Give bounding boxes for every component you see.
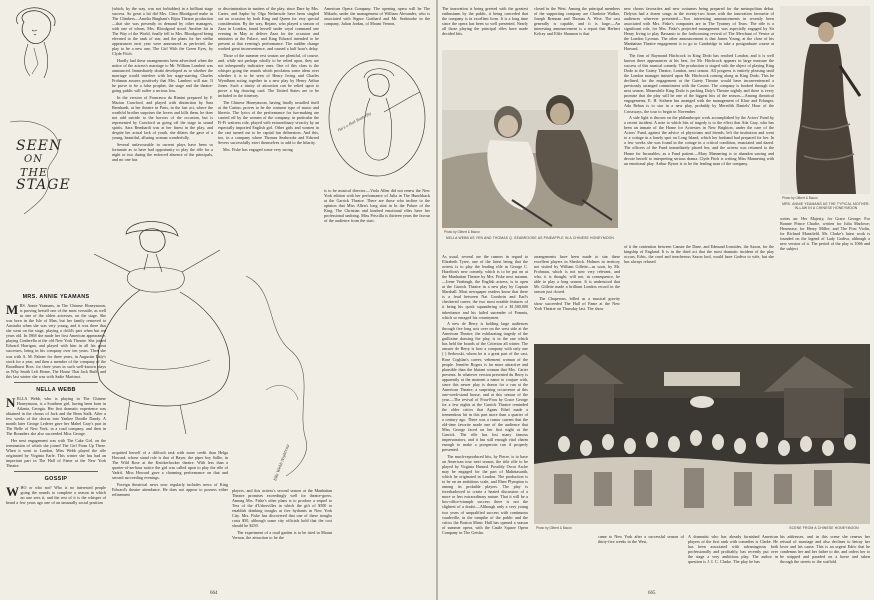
paragraph: American Opera Company. The opening opera will be The Mikado, under the management of William Alexander, who is associated with Signor Gotthard and Mr. Seabrooke in the company. Julian Jordan, of Mount Vernon, (324, 6, 430, 27)
article-col-4-bottom (232, 488, 332, 585)
sketch-flourish (236, 270, 326, 480)
caption-scene: SCENE FROM A CHINESE HONEYMOON (789, 526, 859, 530)
paragraph: acquitted herself of a difficult task with more credit than Helga Howard, whose stand role is that of Bayer, the piper boy Sallie, in The Wild Rose at the Knickerbocker theatre. With less than a quarter-of-an-hour notice the girl was called upon to play the rôle of Vadrif. Miss Howard gave a charming performance on that and second succeeding evenings. (112, 450, 228, 481)
paragraph: The Chinese Honeymoon, having finally installed itself at the Casino, proves to be the costume type of music and libretto. The lyrics of the performance for fun-making are carried off by the women of the company, in particular the Fi-Fi waitress role, played with extraordinary vivacity by an especially imported English girl. Other girls and women in the cast turned out to be capital fun delineators. And this, too, in a company where Thomas Seabrooke and Edward Severs successfully exert themselves to add to the hilarity. (218, 100, 319, 146)
paragraph (6, 303, 106, 379)
page-number-right: 665 (648, 591, 656, 596)
paragraph: The innovation is being greeted with the greatest enthusiasm by the public, it being conceded that the company is in excellent form. It is a long time since the opera has been so well presented. Nearly all those playing the principal rôles have made decided hits. (442, 6, 528, 37)
divider (14, 471, 98, 472)
masthead-line2: ON (24, 154, 43, 165)
paragraph: In the version of Francesca da Rimini prepared by F. Marion Crawford, and played with distinction by Sara Bernhardt, at her theatre in Paris, in the last act, where the wrathful brother surprises the lovers and kills them, he does not add suicide to the horrors of the occasion, but is represented by Crawford as going off the stage in sound spirits. Sara Bernhardt was at her finest in the play, and despite her actual lack of youth, she dilates the gave of a young, beautiful, alluring woman wonderfully. (112, 94, 213, 141)
masthead-line4: STAGE (16, 177, 71, 193)
paragraph: Several unfavourable in current plays have been so fortunate as to have had opportunity to play the rôle for a night or two during the enforced absence of the principals, and no one has (112, 142, 213, 163)
paragraph: The much-reproduced hits, by Pierre, is to have an American tour next season, the title rôle to be played by Virginia Harned. Possibly Oscar Asche may be engaged for the part of Malintasanth, which he originated in London. The production is to be on an ambitious scale, and Eben Plympton is among its probable players. The play is foreshadowed to create a heated discussion of a more or less extraordinary nature. That it will be a box-office-triumph success there is not the slightest of a doubt.—Although only a very young two years of unqualified success with continuous vaudeville, in the turnpike of the public and the critics the Boston Music Hall has opened a season of summer opera, with the Castle Square Opera Company in The Geisha. (442, 454, 528, 535)
paragraph: is to be musical director.—Viola Allen did not renew the New York edition with her performance of Julia in The Hunchback at the Garrick Theatre. There are those who incline to the opinion that Miss Allen's long stint in In the Palace of the King, The Christian and kindred emotional rôles have her professional undoing. Miss Priscilla is thirteen years the favour of the audience from the start. (324, 188, 430, 224)
left-page (0, 0, 436, 600)
article-col-r4-bottom (780, 534, 870, 586)
paragraph: came to New York after a successful season of thirty-five weeks in the West, (598, 534, 684, 545)
paragraph: new chorus favourites and new costumes being prepared for the metropolitan debut. Delysia had a dozen songs in the twenty-two hours with the innovation favourite of audiences wherever presented.—Two interesting announcements in recently been associated with Mrs. Fiske's companies are in The Tyranny of Tears. The rôle is a significant role, for Mrs. Fiske's projected management was especially engaged by Sir Henry Irving to play Bassanio to the forthcoming revival of The Merchant of Venice at the London Lyceum. The other announcement is that James Young, at the close of his Manhattan Theatre engagement is to go to Cambridge to take a postgraduate course at Harvard. (624, 6, 774, 52)
paragraph: Mrs. Fiske has engaged some very strong (223, 147, 293, 153)
article-col-r3 (624, 6, 774, 242)
paragraph-text: HO or who not? Who is no interested people going the rounds to complete a season in which no one sees it, and the rest of it is the whisper of heard a few years ago one of an unusually social position (6, 485, 106, 506)
article-col-r3-bottom (688, 534, 778, 586)
article-col-3-bottom (112, 450, 228, 585)
photo-scene (534, 344, 870, 524)
paragraph: The firm of Raymond Hitchcock in King Dodo has reached London, and it is well known there appearances at his best, for Mr. Hitchcock appears in large measure the success of this musical comedy. The production is staged with the object of playing King Dodo at the Gaiety Theatre, London, next season. All progress is entirely pleasing until the London manager insisted upon Mr. Hitchcock coming along as King Dodo. This he declined, for the engagement at the Gaiety Theatre would have inconvenienced a previously arranged commitment with the Casino. The company is booked through for next season. Meanwhile King Dodo is packing Daly's Theatre nightly and there is every promise that the play will be one of the biggest hits of the season.—Among theatrical engagements, E. H. Sothern has arranged with the management of Klaw and Erlanger, Ada Rehan is to star in a new play, probably by Meredith Daniels' Hour of the Crossways, the tour to begin in November. (624, 53, 774, 114)
article-col-r3-mid (624, 244, 774, 334)
photo-pineapple (442, 50, 618, 228)
caption-pineapple: NELLA WEBB AS YEN AND THOMAS Q. SEABROOKE AS PINEAPPLE IN A CHINESE HONEYMOON (445, 236, 614, 240)
sketch-woman-head (4, 4, 64, 82)
heading-webb: NELLA WEBB (36, 386, 76, 393)
article-col-r1-bottom (442, 254, 528, 554)
paragraph: The experiment of a road garden is to be tried in Mount Vernon, the attraction to be the (232, 529, 332, 541)
paragraph: Her next engagement was with The Cake Girl, on the termination of which she joined The Girl From Up There. When it went to London, Miss Webb played the rôle originated by Virginia Earle. This winter she has had an important part in The Hall of Fame at the New York Theatre. (6, 437, 106, 468)
heading-yeamans: MRS. ANNIE YEAMANS (22, 294, 90, 300)
paragraph: A new de Berry is holding large audiences through five long acts over on the west side at the American Theatre, the exhilarating tragedy of the guillotine drawing the play, is in the one which has held the boards of the Criterion all winter. The answer de Berry is how a company with only one ( ) Sedowski, whom he is a great part of the cast, Rose Coghlan's career, vehement woman of the people. Jennifer Rogers is far more attractive and plausible than the blatant woman that Mrs. Carter presents. In whatever version presented du Berry is apparently at the moment a name to conjure with, since this newer play is drawn for a run at the American Theatre, a surprising occurrence at this one-week-stand house, and at this season of the year.—The revival of Frou-Frou by Grace George for a few nights at the Garrick Theatre reminded the older critics that Agnes Ethel made a tremendous hit in this part more than a quarter of a century ago. There was a rumor current that the old-time favorite made one of the audience that Miss George faced on her first night at the Garrick. The rôle has lost many famous impersonators, and it has still enough vital charm enough to make a prosperous run if properly presented. (442, 321, 528, 453)
article-col-r2-bottom (598, 534, 684, 586)
paragraph: of it the contention between Canute the Dane, and Edmund Ironsides, the Saxon, for the kingship of England. It is in the third act that the most dramatic incident of the play occurs, Edric, the cruel and treacherous Saxon lord, would have Godiva to wife, but she has always refused (624, 244, 774, 265)
paragraph: arrangements have been made to star these excellent players in Sherlock. Holmes in territory not visited by William Gillette—as soon, by Mr. Frohman, which is not now very relevant, and who, it is thought, will not, in consequence, be able to play a long season. It is understood that Mr. Gillette made a brilliant London record in the season just closed. (534, 254, 620, 295)
paragraph: writes an: Her Majesty, for Grace George; For Bonnie Prince Charlie, written for Julia Marlowe; Hearsease, for Henry Miller; and The First Violin, for Richard Mansfield. Mr. Clarke's latest work is founded on the legend of Lady Godiva, although a new version of it. The period of the play is 1066 and the subject (780, 216, 870, 252)
photo-credit: Photo by Gilbert & Bacon (444, 230, 480, 234)
paragraph (6, 396, 106, 436)
paragraph: closed in the West. Among the principal members of the supporting company are Charlotte Walker, Joseph Brennan and Thomas A. Wise. The cast generally is capable, and it is large.—An interesting announcement is a report that Herbert Kelcey and Effie Shannon is that (534, 6, 620, 37)
sketch-ring-figure (324, 52, 430, 184)
paragraph: Hardly had these arrangements been advertised when the notice of the actress's marriage to Mr. William Lambert was announced. Immediately doubt developed as to whether the marriage would interfere with her stage-starring. Charles Frohman assures positively that Mrs. Lambert will star. If he prove to be a false prophet, the stage and the theatre-going public will suffer a serious loss. (112, 58, 213, 94)
masthead-swirl (4, 118, 64, 218)
paragraph: Those of the summer rest season are plentiful, of course, and, while not perhaps wholly to be relied upon, they are not infrequently indicative ones. One of this class is the whisper going the rounds which proclaims some ideas over whether it is to be seen of Henry Irving and Charles Wyndham acting together in a new play by Henry Arthur Jones. Such a trinity of attraction can be relied upon to prove a big drawing card. The United States are to be included in the itinerary. (218, 53, 319, 99)
right-page (438, 0, 874, 600)
paragraph: his addresses, and in this scene she renews her refusal of marriage and also declines to betray her lover and his cause. This is an urgent Edric that he condemns her and her father to die, and orders her to be stripped and paraded on a horse and taken through the streets to the scaffold. (780, 534, 870, 565)
ring-scrawl: He's a Bad Butterfly (337, 111, 372, 133)
masthead-line3: THE (20, 166, 48, 179)
paragraph-text: RS. Annie Yeamans, in The Chinese Honeymoon, is proving herself one of the most versatile, as well as one of the oldest actresses, on the stage. She was born in the Isle of Man, but her family removed to Australia when she was very young, and it was there that she went on the stage, playing a child's part when but ten years old. In 1868 she made her first American appearance, playing Cinderella at the old New York Theatre. She joined Edward Harrigan, and played with him in all his great successes, being in his company over ten years. Then she was with A. M. Palmer for three years, in Augustin Daly's stock for a year, and then a member of the company of the Broadhurst Bros. for three years in such well-known plays as Why Smith Left Home, The House That Jack Built, and this last winter she was with Sadie Martinot. (6, 303, 106, 379)
heading-gossip: GOSSIP (44, 476, 68, 483)
article-col-4-mid (324, 188, 430, 278)
paragraph (6, 485, 106, 505)
divider (14, 382, 98, 383)
page-number-left: 664 (210, 591, 218, 596)
photo-credit: Photo by Gilbert & Bacon (782, 196, 818, 200)
paragraph: As usual, several are the rumors in regard to Elizabeth Tyree, one of the latest being that the actress is to play the leading rôle in George C. Hazelton's new comedy, which is to be put on at the Manhattan Theatre by Mrs. Fiske next autumn.—Irene Vanbrugh, the English actress, is to open at the Garrick Theatre in a new play by Captain Marshall. Most newspaper readers know that there is a feud between Nat Goodwin and Earl's checkered career, the two most notable features of it being his quick squandering of a $1,500,000 inheritance and his failed surrender of Pomnia, which so enraged his countrymen. (442, 254, 528, 320)
article-col-4-top (324, 6, 430, 46)
dropcap: M (6, 302, 19, 318)
paragraph: A dramatist who has already furnished American players of the first rank with comedies is Clarke. He has been associated with advantageous both professionally and profitably, has recently put over the stage a very ambitious play. The author in question is J. I. C. Clarke. The play he has (688, 534, 778, 565)
article-col-r2-top (534, 6, 620, 46)
dancer-scrawl: Ella Webb Nightcap (272, 443, 291, 482)
paragraph-text: ELLA Webb, who is playing in The Chinese Honeymoon, is a Southern girl, having been born in Atlanta, Georgia. Her first dramatic experience was obtained in the chorus of Jack and the Bean Stalk. After a few weeks of the chorus into Yankee Doodle Dandy. A month later George Lederer gave her Mabel Gray's part in The Belle of New York, in a road company, and then in The Rounders she also succeeded Miss George. (6, 395, 106, 437)
paragraph: A side light is thrown on the philanthropic work accomplished by the Actors' Fund by a recent incident. A note to which bits of tragedy is to the effect that Ada Gray, who has been an inmate of the Home for Actresses in New Brighton, under the care of the Actors' Fund, against the advice of physicians and friends, left the institution and went to a cottage in a lonely spot on Long Island, which her husband had prepared for her. In a few weeks she was found in the cottage in a critical condition, emaciated and dazed. The officers of the Fund immediately placed her, and the actress was returned to the Home for Incurables, as a Fund patient.—Mary Mannering is to abandon sawing and devote herself to interpreting serious drama. Clyde Fitch is writing Miss Mannering with an emotional play. Arthur Byron is to be the leading man of the company. (624, 115, 774, 166)
photo-yeamans (780, 6, 870, 194)
article-col-r4-top (780, 216, 870, 256)
masthead-line1: SEEN (16, 138, 63, 154)
paragraph: The Chaperons, billed as a musical gravity show succeeded The Hall of Fame at the New York Theatre on Thursday last. The show (534, 295, 620, 312)
paragraph: or discrimination in matters of the play, since Dare by Mrs. Carter, and Sapho by Olga Nethersole have been singled out on occasion by both King and Queen for very special consideration. By the way, Rejane, who played a season of Zaza in London, found herself under royal command one evening in May to deliver Zaza for the occasion and ministers at the Palace, and King Edward intended to be present at that evening's performance. The sudden change worked great inconvenience, and caused a half hour's delay. (218, 6, 319, 52)
article-col-1 (6, 290, 106, 590)
paragraph: (which, by the way, was not forbidden) in a brilliant stage success. So great a hit did Mrs. Clara Bloodgood make in The Climbers—Amelia Bingham's Bijou Theatre production—that she was presently in demand by other managers, with one of whom, Mrs. Bloodgood stood. Another hit in The Way of the World, finally fell to Mrs. Bloodgood being elevated to the rank of star, and the plans for her stellar appearances next year were announced as perfected, the play to be a new one, The Girl With the Green Eyes, by Clyde Fitch. (112, 6, 213, 57)
photo-credit: Photo by Gilbert & Bacon (536, 526, 572, 530)
paragraph: Foreign theatrical news now regularly includes news of King Edward's theatre attendance. He does not appear to possess either refinement (112, 481, 228, 497)
article-col-r1-top (442, 6, 528, 46)
paragraph: players, and this actress's second season at the Manhattan Theatre promises exceedingly well for theatre-goers. Among Mrs. Fiske's other plans is to produce a sequel to Tess of the d'Urbervilles in which the gift of $500 to establish drinking troughs at five hydrants in New York City. Mrs. Fiske has discovered that one of these troughs costs $50, although some city officials hold that the cost should be $250. (232, 488, 332, 529)
dropcap: W (6, 484, 19, 500)
article-col-r2-mid (534, 254, 620, 340)
dropcap: N (6, 394, 16, 410)
caption-yeamans: MRS. ANNIE YEAMANS AS THE TYPICAL MOTHER-IN-LAW IN A CHINESE HONEYMOON (782, 202, 870, 211)
